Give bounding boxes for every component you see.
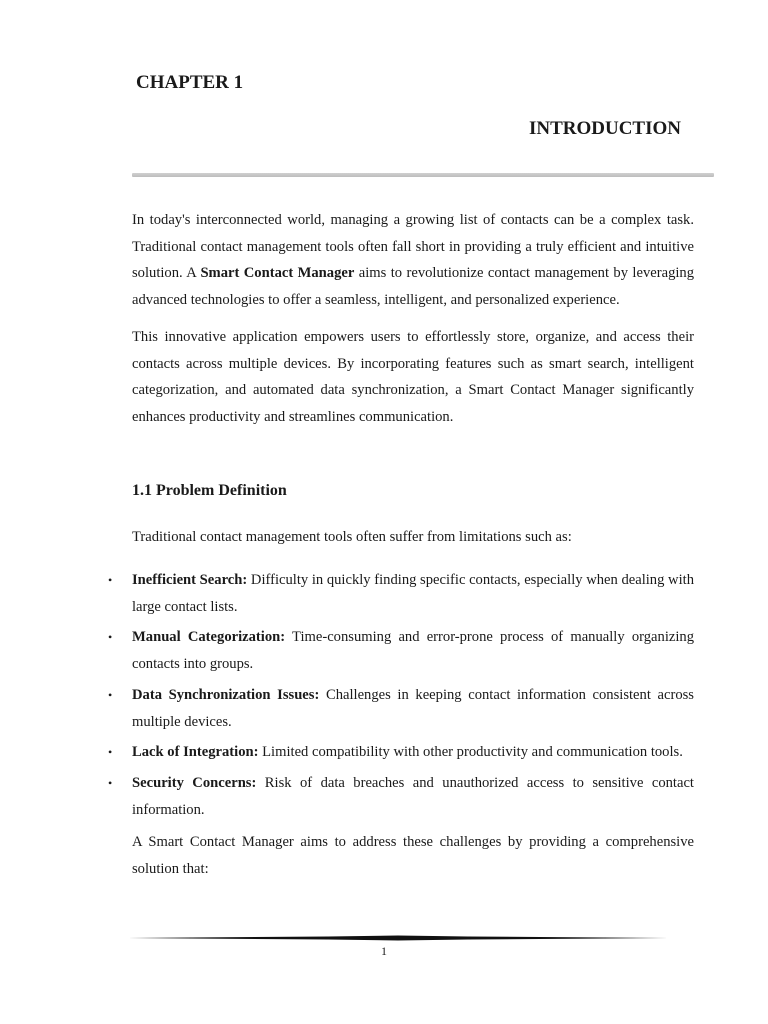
bullet-text: Challenges in keeping contact information consistent across multiple devices. [132, 686, 694, 730]
bullet-text: Difficulty in quickly finding specific contacts, especially when dealing with large contact lists. [132, 572, 694, 615]
list-item [0, 739, 768, 766]
list-item [0, 624, 768, 677]
intro-product-name: Smart Contact Manager [200, 265, 355, 282]
bullet-text: Risk of data breaches and unauthorized access to sensitive contact information. [132, 774, 694, 818]
closing-paragraph: A Smart Contact Manager aims to address these challenges by providing a comprehensive solution that: [132, 834, 694, 877]
list-item [0, 770, 768, 823]
bullet-icon: • [108, 630, 113, 645]
list-item [0, 682, 768, 735]
footer-divider [128, 935, 668, 941]
intro-paragraph-2: This innovative application empowers users to effortlessly store, organize, and access their contacts across multiple devices. By incorporating features such as smart search, intelligent categorization, and automated data synchronization, a Smart Contact Manager significantly enhances productivity and streamlines communication. [132, 329, 694, 426]
section-intro: Traditional contact management tools often suffer from limitations such as: [132, 529, 572, 545]
bullet-term: Manual Categorization: [132, 629, 286, 646]
intro-paragraph-1 [132, 207, 694, 314]
limitations-list [0, 567, 768, 827]
chapter-title: INTRODUCTION [528, 118, 681, 139]
bullet-term: Data Synchronization Issues: [132, 686, 320, 703]
chapter-number: CHAPTER 1 [136, 72, 244, 93]
bullet-term: Security Concerns: [132, 774, 257, 791]
section-heading: 1.1 Problem Definition [132, 482, 287, 499]
bullet-icon: • [108, 573, 113, 587]
bullet-icon: • [108, 687, 113, 702]
list-item [0, 567, 768, 620]
intro-text-end: aims to revolutionize contact management by leveraging advanced technologies to offer a seamless, intelligent, and personalized experience. [132, 265, 695, 309]
header-divider [132, 173, 714, 177]
bullet-icon: • [108, 745, 113, 760]
bullet-term: Lack of Integration: [132, 744, 259, 761]
intro-text-start: In today's interconnected world, managing a growing list of contacts can be a complex task. Traditional contact management tools often fall short in providing a truly efficient and intuitive solution. A [132, 212, 694, 282]
bullet-icon: • [108, 775, 113, 790]
bullet-text: Time-consuming and error-prone process of manually organizing contacts into groups. [132, 629, 695, 673]
bullet-text: Limited compatibility with other productivity and communication tools. [258, 744, 683, 761]
page-number: 1 [381, 944, 387, 958]
bullet-term: Inefficient Search: [132, 572, 248, 588]
